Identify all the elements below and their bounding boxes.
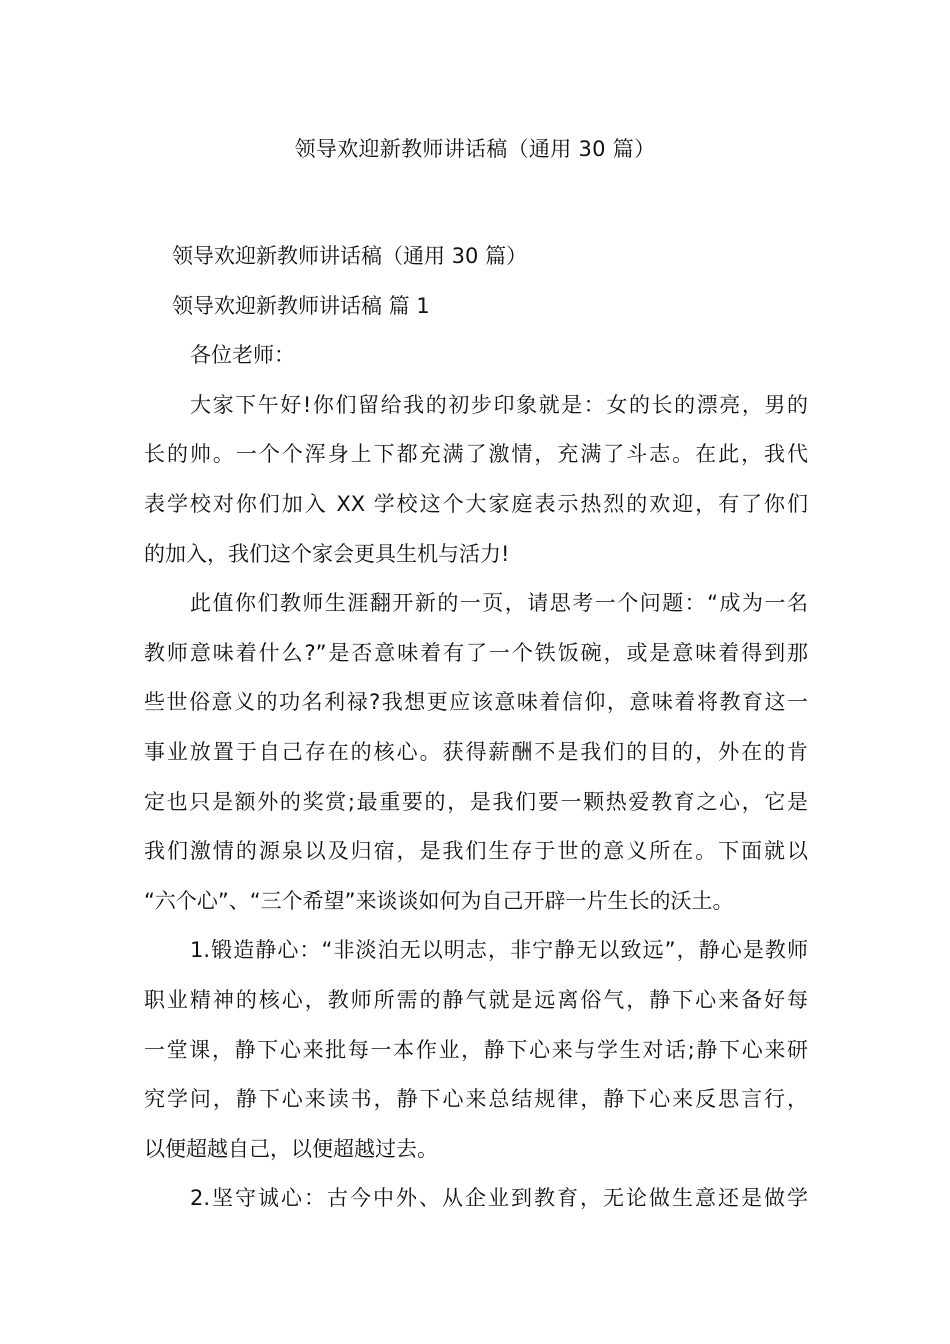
paragraph-line: 教师意味着什么?”是否意味着有了一个铁饭碗，或是意味着得到那 xyxy=(144,640,808,665)
paragraph-line: 2.坚守诚心：古今中外、从企业到教育，无论做生意还是做学 xyxy=(190,1186,808,1211)
paragraph-line: 事业放置于自己存在的核心。获得薪酬不是我们的目的，外在的肯 xyxy=(144,739,808,764)
document-body xyxy=(144,232,808,1224)
paragraph-line: 的加入，我们这个家会更具生机与活力! xyxy=(144,541,510,566)
paragraph-line: 一堂课，静下心来批每一本作业，静下心来与学生对话;静下心来研 xyxy=(144,1037,808,1062)
paragraph-line: 些世俗意义的功名利禄?我想更应该意味着信仰，意味着将教育这一 xyxy=(144,690,808,715)
paragraph-line: 长的帅。一个个浑身上下都充满了激情，充满了斗志。在此，我代 xyxy=(144,442,808,467)
paragraph-line: 定也只是额外的奖赏;最重要的，是我们要一颗热爱教育之心，它是 xyxy=(144,789,808,814)
paragraph-line: 此值你们教师生涯翻开新的一页，请思考一个问题：“成为一名 xyxy=(190,591,808,616)
subtitle: 领导欢迎新教师讲话稿（通用 30 篇） xyxy=(172,244,528,268)
salutation: 各位老师： xyxy=(190,343,295,368)
paragraph-line: 究学问，静下心来读书，静下心来总结规律，静下心来反思言行， xyxy=(144,1087,808,1112)
paragraph-line: 表学校对你们加入 XX 学校这个大家庭表示热烈的欢迎，有了你们 xyxy=(144,491,808,516)
paragraph-line: “六个心”、“三个希望”来谈谈如何为自己开辟一片生长的沃土。 xyxy=(144,888,734,913)
paragraph-line: 我们激情的源泉以及归宿，是我们生存于世的意义所在。下面就以 xyxy=(144,839,808,864)
paragraph-line: 1.锻造静心：“非淡泊无以明志，非宁静无以致远”，静心是教师 xyxy=(190,938,808,963)
paragraph-line: 大家下午好!你们留给我的初步印象就是：女的长的漂亮，男的 xyxy=(190,392,808,417)
paragraph-line: 职业精神的核心，教师所需的静气就是远离俗气，静下心来备好每 xyxy=(144,987,808,1012)
paragraph-line: 以便超越自己，以便超越过去。 xyxy=(144,1136,438,1161)
section-heading: 领导欢迎新教师讲话稿 篇 1 xyxy=(172,293,430,318)
document-title: 领导欢迎新教师讲话稿（通用 30 篇） xyxy=(294,137,656,161)
